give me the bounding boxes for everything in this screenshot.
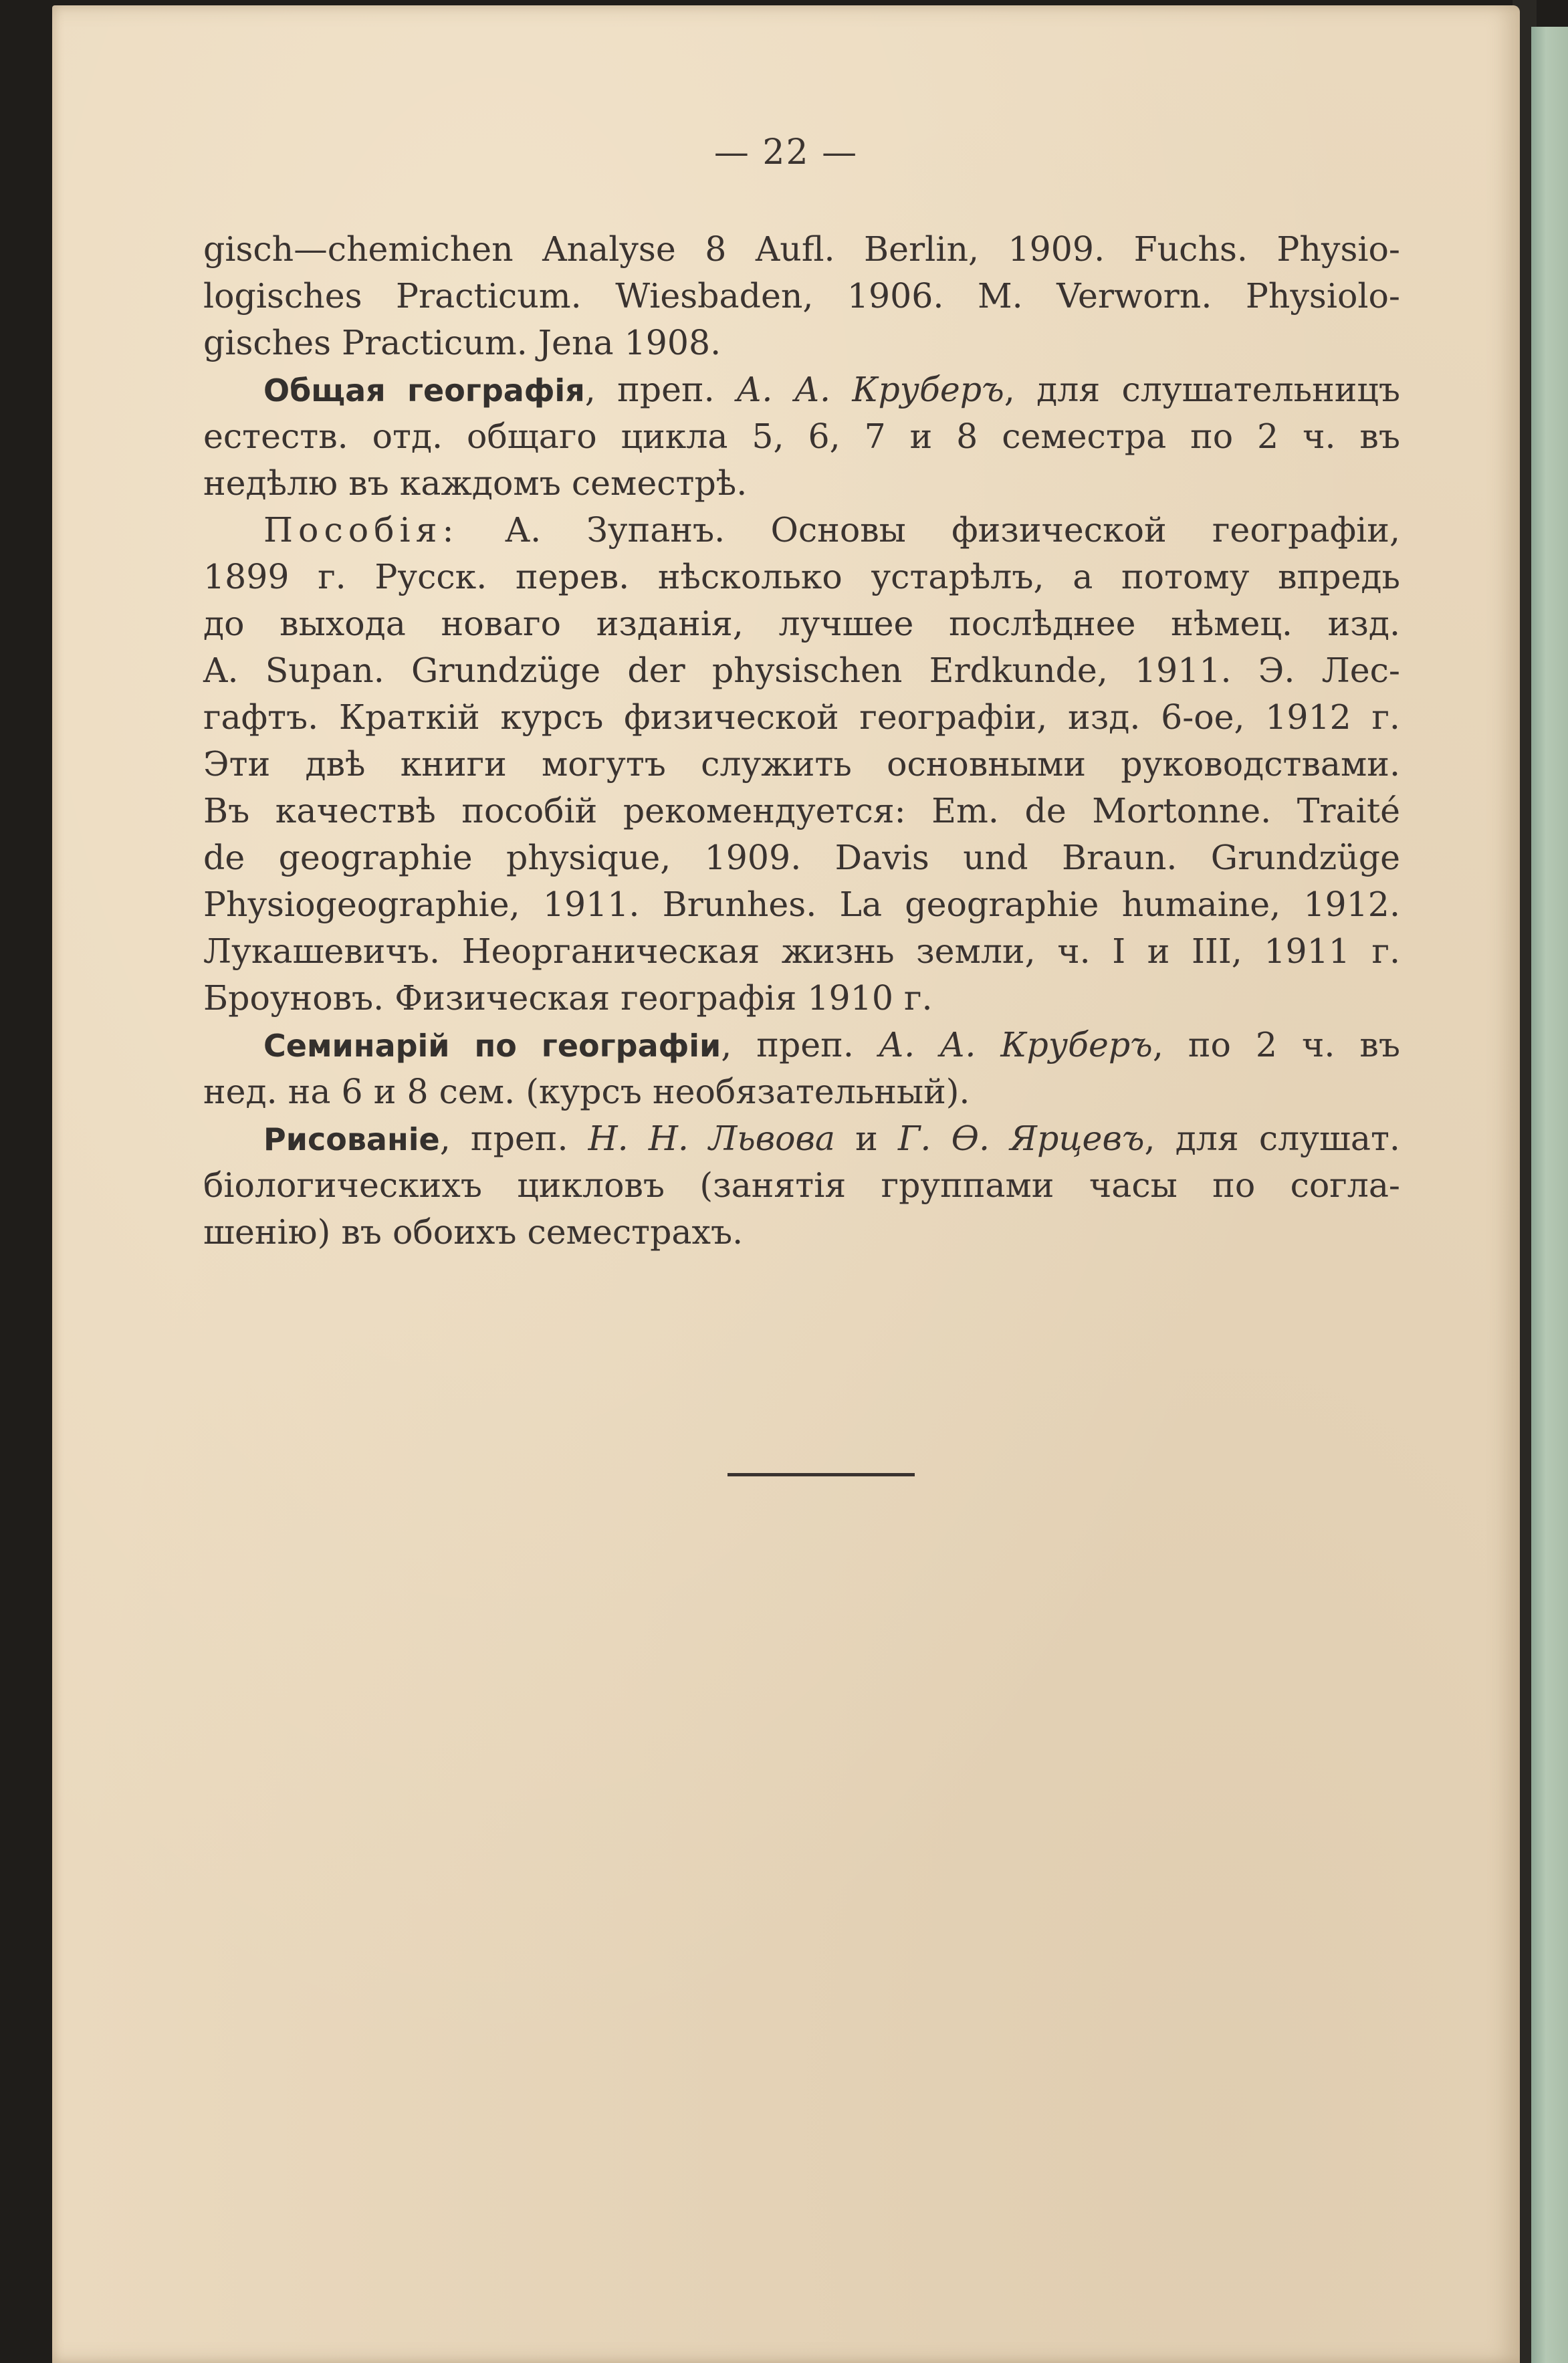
text-fragment: , по 2 ч. въ [1152, 1025, 1400, 1064]
text-line: біологическихъ цикловъ (занятія группами часы по согла- [203, 1165, 1400, 1205]
text-line: до выхода новаго изданія, лучшее послѣднее нѣмец. изд. [203, 604, 1400, 643]
text-line: gisch—chemichen Analyse 8 Aufl. Berlin, 1909. Fuchs. Physio- [203, 229, 1400, 269]
course-title: Общая географія [263, 372, 585, 409]
section-end-rule [727, 1473, 915, 1476]
paragraph-drawing [203, 1115, 1400, 1256]
text-line: logisches Practicum. Wiesbaden, 1906. M. Verworn. Physiolo- [203, 276, 1400, 316]
text-line: 1899 г. Русск. перев. нѣсколько устарѣлъ, а потому впредь [203, 557, 1400, 596]
course-title: Семинарій по географіи [263, 1028, 721, 1064]
text-fragment: , преп. [439, 1119, 588, 1158]
page-number: — 22 — [713, 132, 859, 173]
paragraph-textbooks [203, 507, 1400, 1022]
text-line: Лукашевичъ. Неорганическая жизнь земли, ч. I и III, 1911 г. [203, 931, 1400, 971]
book-page [52, 5, 1520, 2363]
book-cover-edge [1531, 27, 1568, 2363]
lecturer-name: Г. Ѳ. Ярцевъ [897, 1119, 1145, 1158]
lecturer-name: А. А. Круберъ [736, 370, 1004, 409]
text-line [203, 1022, 1400, 1068]
page-body [203, 226, 1400, 1256]
course-title: Рисованіе [263, 1121, 440, 1157]
text-line: гафтъ. Краткій курсъ физической географіи, изд. 6-ое, 1912 г. [203, 697, 1400, 737]
text-fragment: , преп. [721, 1025, 879, 1064]
textbooks-label: Пособія: [263, 510, 459, 550]
paragraph-literature-physiology [203, 226, 1400, 366]
text-line: нед. на 6 и 8 сем. (курсъ необязательный). [203, 1072, 970, 1111]
text-line [203, 366, 1400, 413]
text-fragment: , преп. [584, 370, 737, 409]
text-fragment: , для слушат. [1144, 1119, 1400, 1158]
text-line: Броуновъ. Физическая географія 1910 г. [203, 978, 933, 1018]
text-line: шенію) въ обоихъ семестрахъ. [203, 1212, 744, 1252]
text-fragment: , для слушательницъ [1004, 370, 1400, 409]
text-line: Въ качествѣ пособій рекомендуется: Em. de Mortonne. Traité [203, 791, 1400, 830]
lecturer-name: А. А. Круберъ [878, 1025, 1153, 1064]
text-fragment: и [835, 1119, 898, 1158]
paragraph-geography-seminar [203, 1022, 1400, 1115]
paragraph-general-geography [203, 366, 1400, 507]
lecturer-name: Н. Н. Львова [588, 1119, 836, 1158]
text-line [203, 507, 1400, 554]
text-line: естеств. отд. общаго цикла 5, 6, 7 и 8 семестра по 2 ч. въ [203, 417, 1400, 456]
text-line: Эти двѣ книги могутъ служить основными руководствами. [203, 744, 1400, 784]
text-line: de geographie physique, 1909. Davis und Braun. Grundzüge [203, 838, 1400, 877]
text-line: gisches Practicum. Jena 1908. [203, 323, 721, 362]
text-line: Physiogeographie, 1911. Brunhes. La geographie humaine, 1912. [203, 885, 1400, 924]
text-fragment: А. Зупанъ. Основы физической географіи, [459, 510, 1400, 550]
text-line [203, 1115, 1400, 1162]
text-line: A. Supan. Grundzüge der physischen Erdkunde, 1911. Э. Лес- [203, 651, 1400, 690]
text-line: недѣлю въ каждомъ семестрѣ. [203, 463, 748, 503]
